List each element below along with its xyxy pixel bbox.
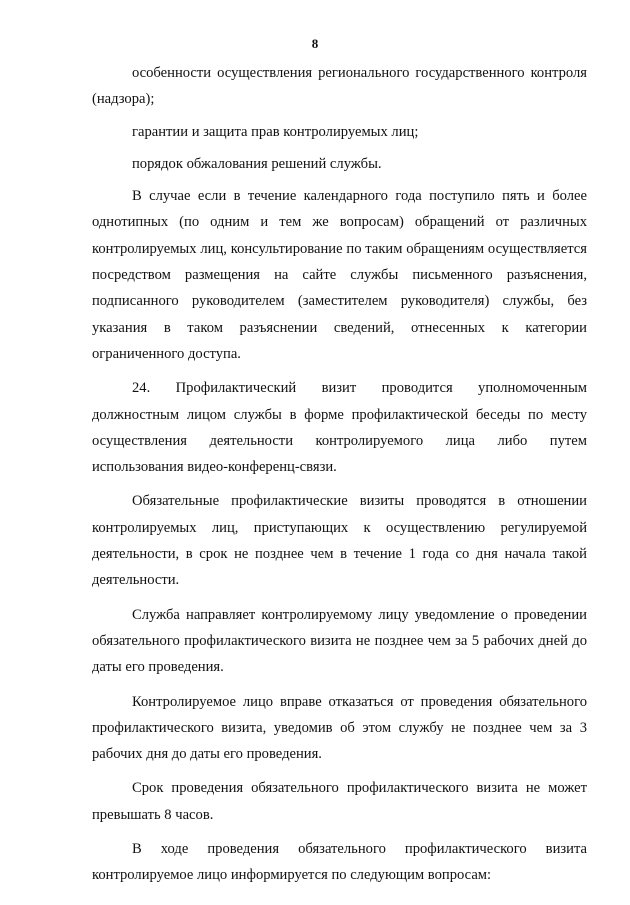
- paragraph-regional-control: особенности осуществления регионального государственного контроля (надзора);: [92, 65, 587, 108]
- paragraph-consultation: В случае если в течение календарного года поступило пять и более однотипных (по одним и тем же вопросам) обращений от различных контролируемых лиц, консультирование по таким обращениям осуществляется посредством размещения на сайте службы письменного разъяснения, подписанного руководителем (заместителем руководителя) службы, без указания в таком разъяснении сведений, отнесенных к категории ограниченного доступа.: [92, 188, 587, 362]
- paragraph-mandatory-visits: Обязательные профилактические визиты проводятся в отношении контролируемых лиц, приступающих к осуществлению регулируемой деятельности, в срок не позднее чем в течение 1 года со дня начала такой деятельности.: [92, 493, 587, 589]
- paragraph-duration: Срок проведения обязательного профилактического визита не может превышать 8 часов.: [92, 780, 587, 823]
- document-body: [92, 60, 587, 889]
- paragraph-notification: Служба направляет контролируемому лицу уведомление о проведении обязательного профилактического визита не позднее чем за 5 рабочих дней до даты его проведения.: [92, 606, 587, 676]
- paragraph-appeal-procedure: порядок обжалования решений службы.: [132, 155, 382, 172]
- paragraph-informing: В ходе проведения обязательного профилактического визита контролируемое лицо информируется по следующим вопросам:: [92, 841, 587, 884]
- page-number: 8: [311, 36, 319, 51]
- paragraph-refusal: Контролируемое лицо вправе отказаться от проведения обязательного профилактического визита, уведомив об этом службу не позднее чем за 3 рабочих дня до даты его проведения.: [92, 693, 587, 763]
- paragraph-guarantees: гарантии и защита прав контролируемых лиц;: [132, 123, 419, 140]
- paragraph-preventive-visit: 24. Профилактический визит проводится уполномоченным должностным лицом службы в форме профилактической беседы по месту осуществления деятельности контролируемого лица либо путем использования видео-конференц-связи.: [92, 380, 587, 476]
